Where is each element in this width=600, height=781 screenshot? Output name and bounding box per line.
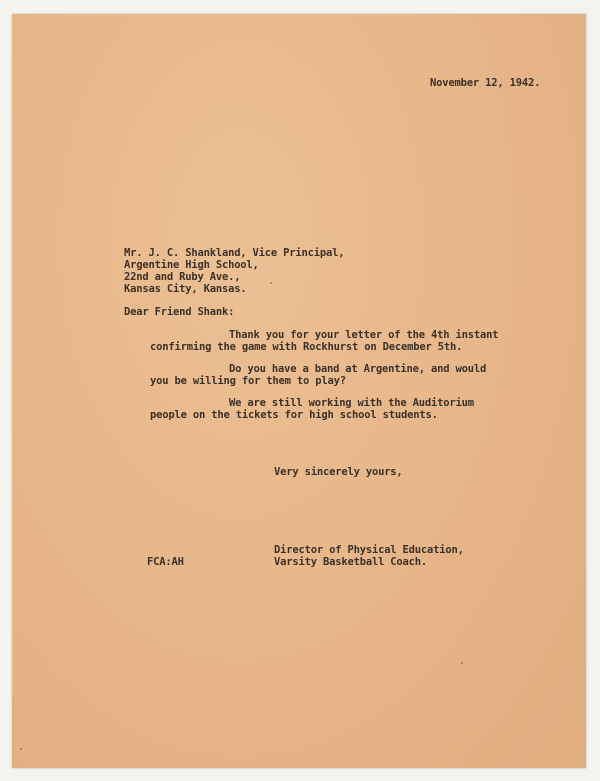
address-line-4: Kansas City, Kansas. (124, 283, 247, 295)
paragraph-1-line-2: confirming the game with Rockhurst on December 5th. (150, 341, 463, 353)
paper-speck (461, 662, 463, 664)
address-line-2: Argentine High School, (124, 259, 259, 271)
signature-title-line-1: Director of Physical Education, (274, 544, 464, 556)
closing: Very sincerely yours, (274, 466, 403, 478)
paragraph-1-line-1: Thank you for your letter of the 4th instant (229, 329, 499, 341)
paragraph-2-line-1: Do you have a band at Argentine, and would (229, 363, 487, 375)
salutation: Dear Friend Shank: (124, 306, 235, 318)
address-line-1: Mr. J. C. Shankland, Vice Principal, (124, 247, 345, 259)
paragraph-3-line-1: We are still working with the Auditorium (229, 397, 474, 409)
signature-title-line-2: Varsity Basketball Coach. (274, 556, 428, 568)
letter-date: November 12, 1942. (430, 77, 541, 89)
paper-speck (20, 748, 22, 750)
paragraph-3-line-2: people on the tickets for high school students. (150, 409, 438, 421)
paragraph-2-line-2: you be willing for them to play? (150, 375, 346, 387)
typist-initials: FCA:AH (147, 556, 184, 568)
letter-page (12, 14, 586, 768)
address-line-3: 22nd and Ruby Ave., (124, 271, 241, 283)
paper-speck (270, 282, 272, 284)
